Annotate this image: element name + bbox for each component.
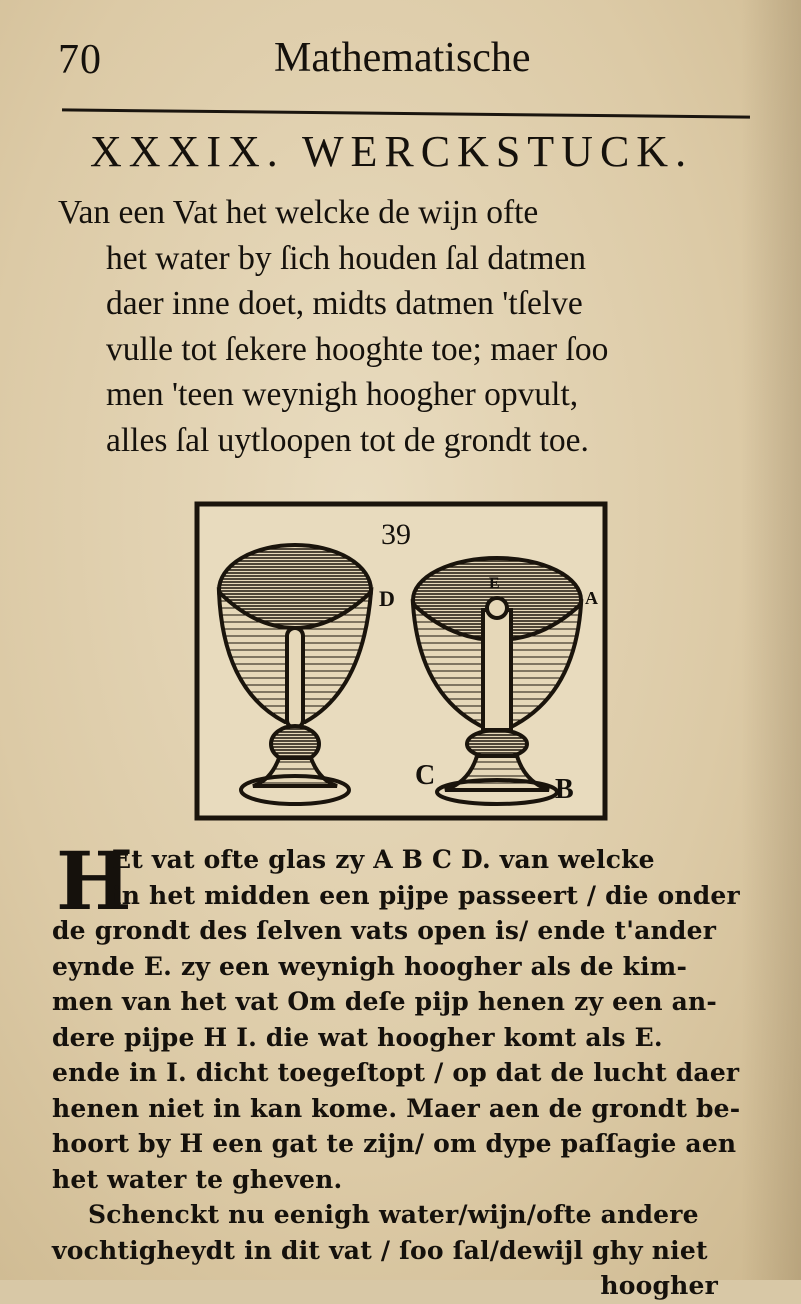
body-line: eynde E. zy een weynigh hoogher als de kim- — [52, 951, 688, 981]
intro-line: daer inne doet, midts datmen 'tſelve — [106, 285, 583, 322]
figure-label-d: D — [379, 586, 395, 611]
body-line: vochtigheydt in dit vat / ſoo ſal/dewijl ghy niet — [52, 1235, 708, 1265]
page-number: 70 — [58, 37, 102, 83]
body-line: henen niet in kan kome. Maer aen de grondt be- — [52, 1093, 741, 1123]
intro-line: Van een Vat het welcke de wijn ofte — [58, 194, 539, 231]
body-paragraph — [52, 834, 752, 1304]
intro-paragraph — [58, 190, 758, 463]
woodcut-figure — [193, 500, 609, 822]
body-line: Schenckt nu eenigh water/wijn/ofte andere — [88, 1200, 699, 1229]
intro-line: het water by ſich houden ſal datmen — [106, 239, 587, 277]
intro-line: men 'teen weynigh hoogher opvult, — [106, 376, 579, 413]
body-line: dere pijpe H I. die wat hoogher komt als E. — [52, 1022, 663, 1052]
body-line: in het midden een pijpe passeert / die onder — [112, 880, 740, 910]
header-rule — [62, 108, 750, 118]
body-line: de grondt des ſelven vats open is/ ende t'ander — [52, 916, 717, 945]
body-line: men van het vat Om deſe pijp henen zy een an- — [52, 987, 717, 1016]
figure-label-c: C — [415, 760, 436, 791]
intro-line: alles ſal uytloopen tot de grondt toe. — [106, 421, 589, 459]
figure-label-b: B — [555, 774, 574, 805]
body-line: Et vat ofte glas zy A B C D. van welcke — [112, 845, 655, 874]
intro-line: vulle tot ſekere hooghte toe; maer ſoo — [106, 330, 609, 368]
running-head: Mathematische — [274, 35, 531, 81]
body-line: het water te gheven. — [52, 1164, 343, 1194]
body-line: ende in I. dicht toegeſtopt / op dat de lucht daer — [52, 1058, 740, 1087]
chapter-title: XXXIX. WERCKSTUCK. — [90, 127, 694, 176]
woodcut-illustration — [193, 500, 609, 822]
page-header — [58, 34, 758, 94]
figure-label-a: A — [585, 588, 598, 608]
body-line: hoort by H een gat te zijn/ om dype paſſagie aen — [52, 1129, 737, 1158]
catchword: hoogher — [600, 1271, 718, 1300]
figure-number: 39 — [381, 518, 411, 551]
drop-cap: H — [56, 834, 132, 928]
figure-label-e: E — [489, 575, 500, 592]
